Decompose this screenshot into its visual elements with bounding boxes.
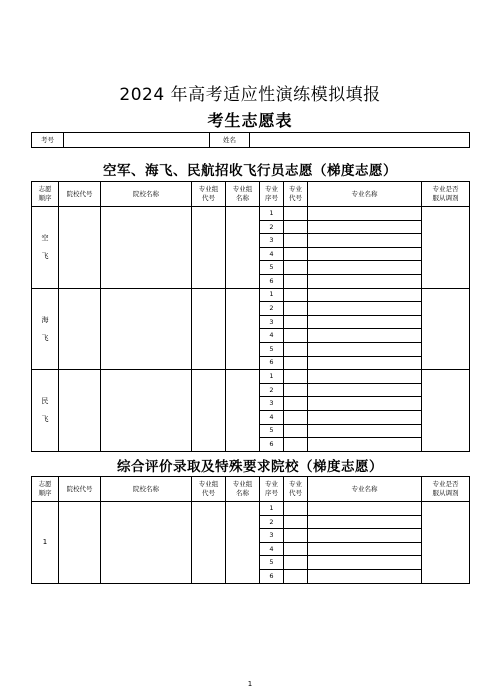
major-seq-number: 4: [260, 329, 284, 343]
exam-info-table: [31, 132, 470, 148]
major-name-cell[interactable]: [308, 247, 422, 261]
major-name-cell[interactable]: [308, 502, 422, 516]
table-row: [32, 370, 470, 384]
school-code-cell[interactable]: [59, 370, 101, 452]
major-seq-number: 5: [260, 556, 284, 570]
major-group-code-cell[interactable]: [192, 207, 226, 289]
major-group-name-header: 专业组 名称: [226, 477, 260, 502]
major-seq-number: 4: [260, 542, 284, 556]
major-group-name-cell[interactable]: [226, 288, 260, 370]
major-name-cell[interactable]: [308, 356, 422, 370]
major-seq-number: 3: [260, 529, 284, 543]
major-code-cell[interactable]: [284, 207, 308, 221]
major-seq-number: 6: [260, 569, 284, 583]
exam-number-field[interactable]: [64, 133, 210, 148]
major-code-cell[interactable]: [284, 410, 308, 424]
table-row: [32, 288, 470, 302]
major-name-cell[interactable]: [308, 424, 422, 438]
major-code-cell[interactable]: [284, 288, 308, 302]
school-name-header: 院校名称: [101, 182, 192, 207]
major-name-cell[interactable]: [308, 302, 422, 316]
major-seq-number: 2: [260, 383, 284, 397]
major-seq-header: 专业 序号: [260, 182, 284, 207]
major-seq-number: 1: [260, 288, 284, 302]
major-code-cell[interactable]: [284, 329, 308, 343]
major-seq-number: 3: [260, 234, 284, 248]
major-name-cell[interactable]: [308, 207, 422, 221]
major-name-cell[interactable]: [308, 220, 422, 234]
major-code-cell[interactable]: [284, 247, 308, 261]
adjust-cell[interactable]: [422, 502, 470, 584]
adjust-cell[interactable]: [422, 288, 470, 370]
adjust-header: 专业是否 服从调剂: [422, 182, 470, 207]
major-seq-number: 5: [260, 342, 284, 356]
major-seq-number: 2: [260, 515, 284, 529]
adjust-cell[interactable]: [422, 207, 470, 289]
major-code-cell[interactable]: [284, 438, 308, 452]
major-seq-number: 6: [260, 356, 284, 370]
major-code-cell[interactable]: [284, 529, 308, 543]
major-name-cell[interactable]: [308, 397, 422, 411]
major-seq-number: 1: [260, 502, 284, 516]
major-name-cell[interactable]: [308, 383, 422, 397]
major-name-cell[interactable]: [308, 329, 422, 343]
major-name-cell[interactable]: [308, 529, 422, 543]
header-row: [32, 477, 470, 502]
school-name-header: 院校名称: [101, 477, 192, 502]
major-name-cell[interactable]: [308, 342, 422, 356]
major-seq-number: 3: [260, 397, 284, 411]
major-group-name-cell[interactable]: [226, 207, 260, 289]
major-seq-header: 专业 序号: [260, 477, 284, 502]
major-group-name-header: 专业组 名称: [226, 182, 260, 207]
adjust-cell[interactable]: [422, 370, 470, 452]
major-group-code-cell[interactable]: [192, 288, 226, 370]
school-name-cell[interactable]: [101, 288, 192, 370]
major-seq-number: 6: [260, 274, 284, 288]
major-name-cell[interactable]: [308, 556, 422, 570]
table-row: [32, 207, 470, 221]
major-code-cell[interactable]: [284, 397, 308, 411]
major-code-cell[interactable]: [284, 356, 308, 370]
exam-number-label: 考号: [32, 133, 64, 148]
special-admission-table: [31, 476, 470, 584]
volunteer-group-label: 海 飞: [32, 288, 59, 370]
major-seq-number: 4: [260, 410, 284, 424]
major-name-header: 专业名称: [308, 182, 422, 207]
major-code-header: 专业 代号: [284, 182, 308, 207]
major-name-cell[interactable]: [308, 288, 422, 302]
volunteer-group-label: 1: [32, 502, 59, 584]
volunteer-group-label: 民 飞: [32, 370, 59, 452]
major-code-cell[interactable]: [284, 302, 308, 316]
pilot-volunteer-table: [31, 181, 470, 452]
school-name-cell[interactable]: [101, 370, 192, 452]
major-name-cell[interactable]: [308, 261, 422, 275]
major-code-cell[interactable]: [284, 315, 308, 329]
page-subtitle: 考生志愿表: [207, 111, 293, 130]
major-seq-number: 6: [260, 438, 284, 452]
major-code-cell[interactable]: [284, 502, 308, 516]
major-group-code-header: 专业组 代号: [192, 182, 226, 207]
major-code-cell[interactable]: [284, 424, 308, 438]
page-title: 2024 年高考适应性演练模拟填报: [119, 85, 381, 105]
major-seq-number: 2: [260, 302, 284, 316]
major-group-code-header: 专业组 代号: [192, 477, 226, 502]
major-group-name-cell[interactable]: [226, 370, 260, 452]
section2-title: 综合评价录取及特殊要求院校（梯度志愿）: [117, 459, 383, 475]
adjust-header: 专业是否 服从调剂: [422, 477, 470, 502]
major-seq-number: 5: [260, 261, 284, 275]
school-code-cell[interactable]: [59, 288, 101, 370]
name-field[interactable]: [250, 133, 470, 148]
major-code-cell[interactable]: [284, 370, 308, 384]
major-group-code-cell[interactable]: [192, 370, 226, 452]
major-seq-number: 1: [260, 370, 284, 384]
school-code-header: 院校代号: [59, 182, 101, 207]
major-seq-number: 5: [260, 424, 284, 438]
major-seq-number: 3: [260, 315, 284, 329]
major-name-cell[interactable]: [308, 569, 422, 583]
major-code-cell[interactable]: [284, 261, 308, 275]
major-code-cell[interactable]: [284, 342, 308, 356]
major-code-cell[interactable]: [284, 569, 308, 583]
order-header: 志愿 顺序: [32, 182, 59, 207]
major-name-cell[interactable]: [308, 234, 422, 248]
school-name-cell[interactable]: [101, 207, 192, 289]
major-code-cell[interactable]: [284, 515, 308, 529]
name-label: 姓名: [210, 133, 250, 148]
school-code-header: 院校代号: [59, 477, 101, 502]
volunteer-group-label: 空 飞: [32, 207, 59, 289]
major-seq-number: 4: [260, 247, 284, 261]
major-code-cell[interactable]: [284, 234, 308, 248]
major-seq-number: 1: [260, 207, 284, 221]
page-number: 1: [247, 680, 253, 688]
major-group-name-cell[interactable]: [226, 502, 260, 584]
major-name-cell[interactable]: [308, 370, 422, 384]
school-name-cell[interactable]: [101, 502, 192, 584]
major-seq-number: 2: [260, 220, 284, 234]
table-row: [32, 502, 470, 516]
major-code-cell[interactable]: [284, 542, 308, 556]
major-code-cell[interactable]: [284, 220, 308, 234]
major-code-cell[interactable]: [284, 556, 308, 570]
section1-title: 空军、海飞、民航招收飞行员志愿（梯度志愿）: [103, 163, 397, 179]
header-row: [32, 182, 470, 207]
major-name-cell[interactable]: [308, 315, 422, 329]
major-name-header: 专业名称: [308, 477, 422, 502]
major-code-cell[interactable]: [284, 383, 308, 397]
major-code-header: 专业 代号: [284, 477, 308, 502]
major-group-code-cell[interactable]: [192, 502, 226, 584]
major-name-cell[interactable]: [308, 410, 422, 424]
major-name-cell[interactable]: [308, 438, 422, 452]
school-code-cell[interactable]: [59, 502, 101, 584]
major-name-cell[interactable]: [308, 515, 422, 529]
major-code-cell[interactable]: [284, 274, 308, 288]
major-name-cell[interactable]: [308, 274, 422, 288]
order-header: 志愿 顺序: [32, 477, 59, 502]
school-code-cell[interactable]: [59, 207, 101, 289]
major-name-cell[interactable]: [308, 542, 422, 556]
